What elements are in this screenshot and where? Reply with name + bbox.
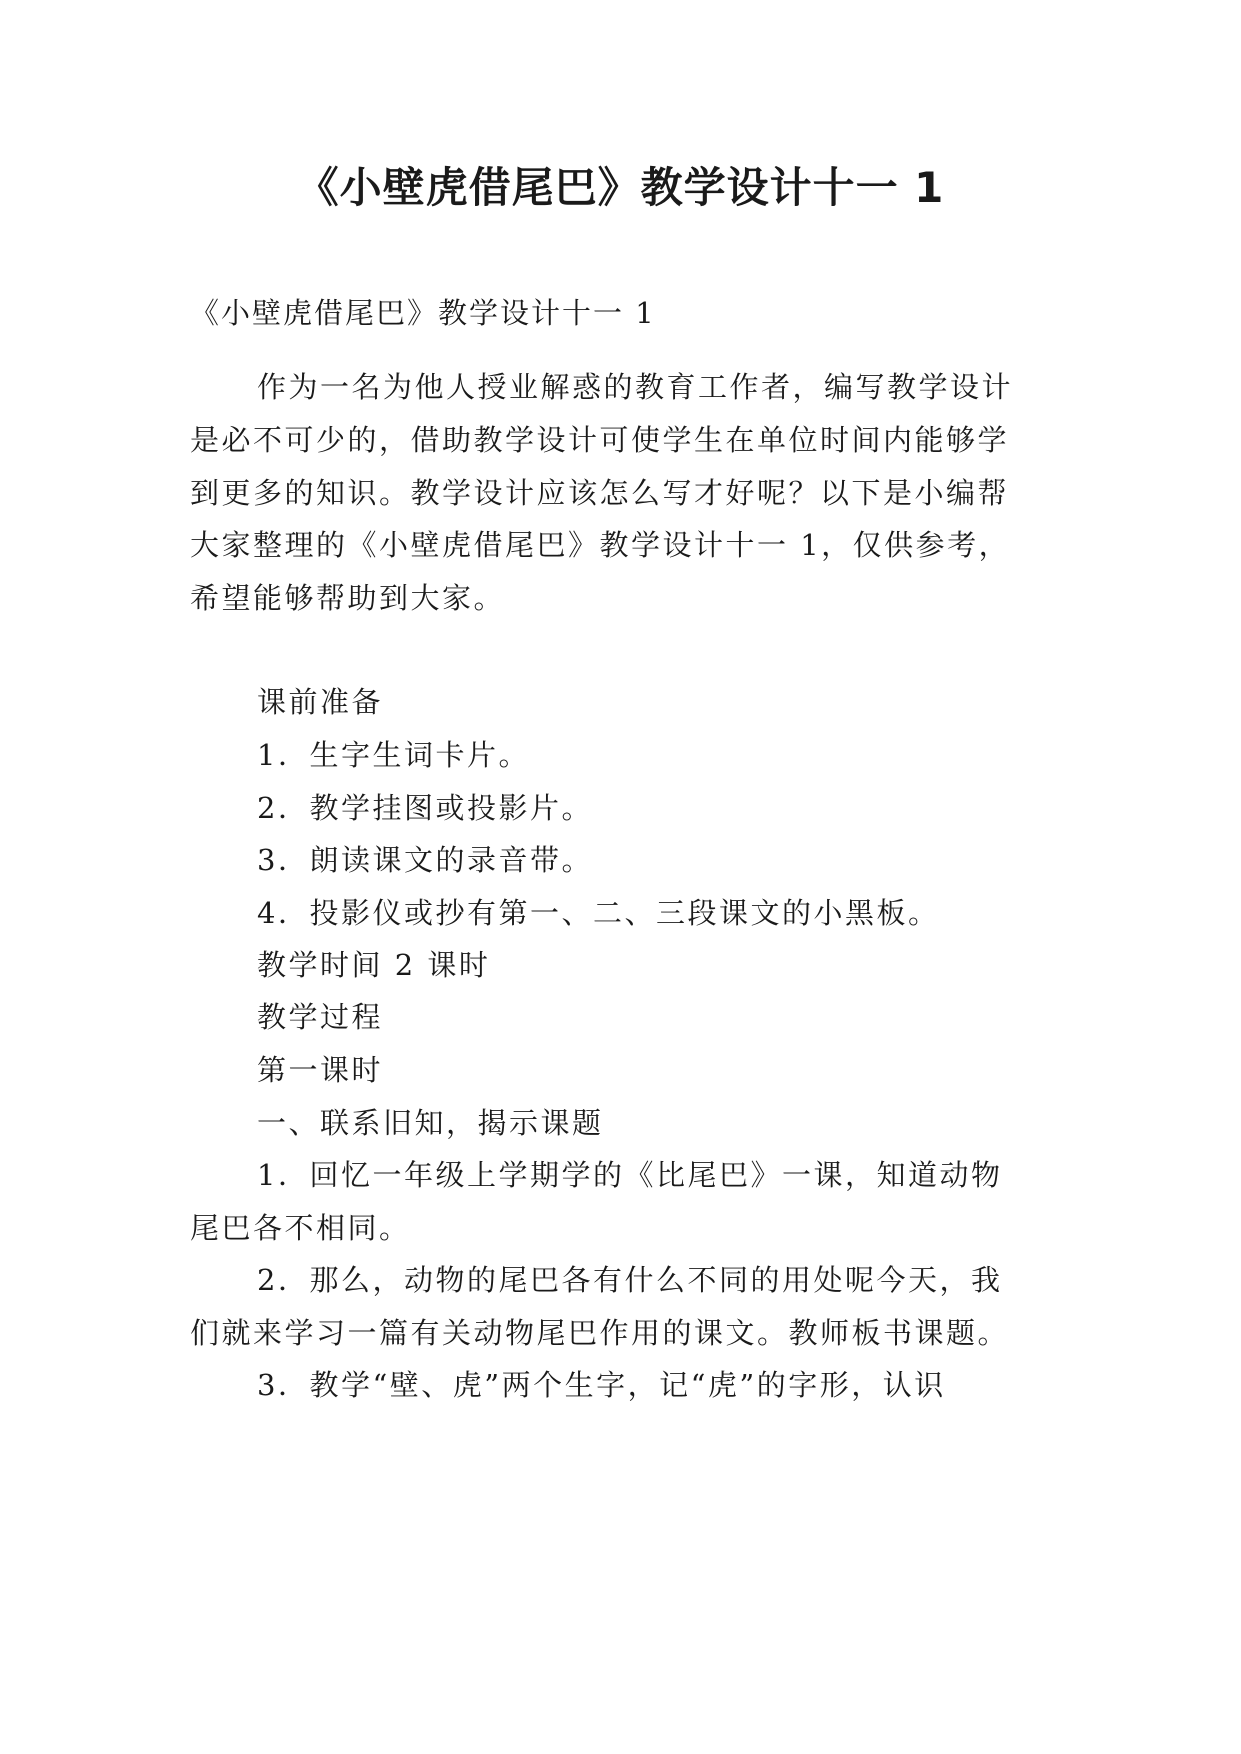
intro-line-1: 作为一名为他人授业解惑的教育工作者，编写教学设计 — [257, 370, 1014, 404]
intro-line-3: 到更多的知识。教学设计应该怎么写才好呢？以下是小编帮 — [190, 476, 1010, 510]
lesson-heading: 第一课时 — [257, 1053, 384, 1087]
intro-line-2: 是必不可少的，借助教学设计可使学生在单位时间内能够学 — [190, 423, 1010, 457]
prep-heading: 课前准备 — [257, 685, 384, 719]
prep-item-4: 4．投影仪或抄有第一、二、三段课文的小黑板。 — [257, 896, 940, 930]
intro-line-4: 大家整理的《小壁虎借尾巴》教学设计十一 1，仅供参考， — [190, 528, 1011, 562]
step-line-3: 2．那么，动物的尾巴各有什么不同的用处呢今天，我 — [257, 1263, 1003, 1297]
process-heading: 教学过程 — [257, 1000, 384, 1034]
document-subtitle: 《小壁虎借尾巴》教学设计十一 1 — [190, 296, 656, 330]
step-line-4: 们就来学习一篇有关动物尾巴作用的课文。教师板书课题。 — [190, 1316, 1010, 1350]
document-title: 《小壁虎借尾巴》教学设计十一 1 — [296, 163, 945, 212]
section-heading: 一、联系旧知，揭示课题 — [257, 1106, 604, 1140]
intro-line-5: 希望能够帮助到大家。 — [190, 581, 506, 615]
step-line-5: 3．教学“壁、虎”两个生字，记“虎”的字形，认识 — [257, 1368, 946, 1402]
teaching-time: 教学时间 2 课时 — [257, 948, 491, 982]
prep-item-3: 3．朗读课文的录音带。 — [257, 843, 593, 877]
step-line-1: 1．回忆一年级上学期学的《比尾巴》一课，知道动物 — [257, 1158, 1003, 1192]
step-line-2: 尾巴各不相同。 — [190, 1211, 411, 1245]
prep-item-1: 1．生字生词卡片。 — [257, 738, 530, 772]
prep-item-2: 2．教学挂图或投影片。 — [257, 791, 593, 825]
